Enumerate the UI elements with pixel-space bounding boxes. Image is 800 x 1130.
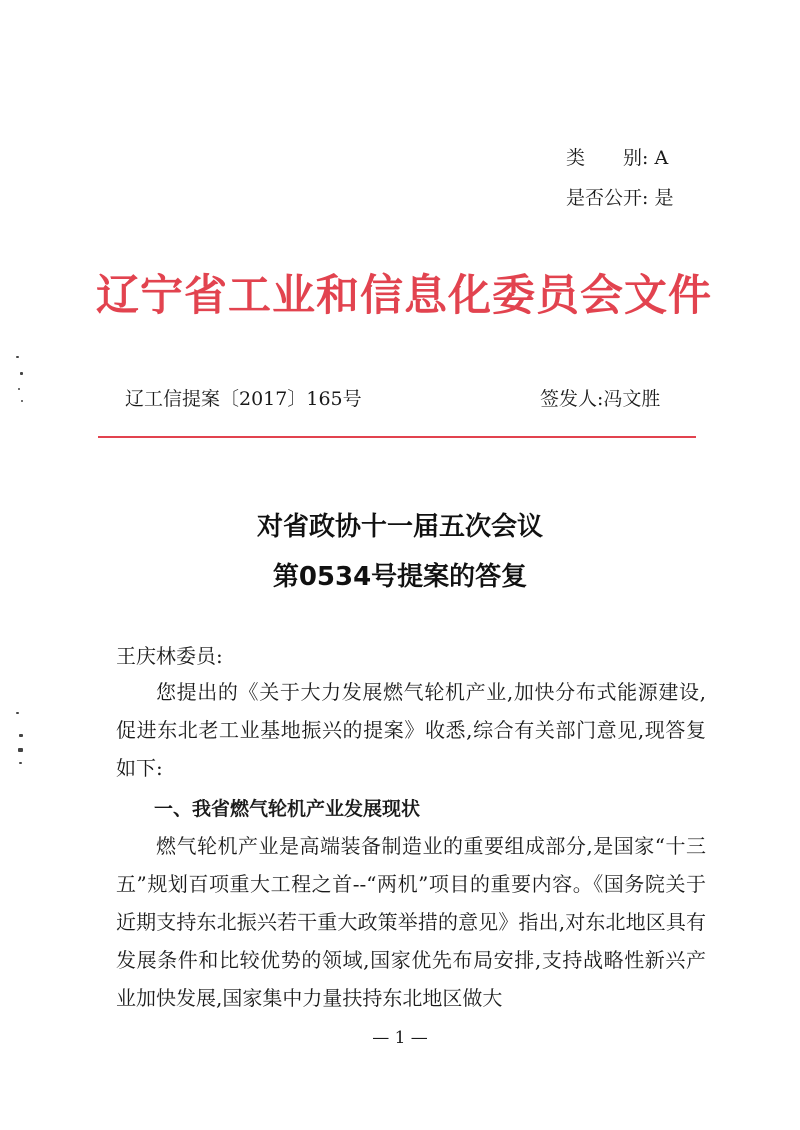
category-value: A: [654, 147, 669, 169]
public-label: 是否公开:: [566, 187, 649, 209]
issuer: 签发人:冯文胜: [540, 388, 661, 410]
red-divider: [98, 436, 696, 438]
scan-mark: [21, 400, 23, 402]
category-row: [566, 146, 668, 170]
document-number: 辽工信提案〔2017〕165号: [125, 388, 362, 410]
salutation: 王庆林委员:: [116, 644, 223, 668]
scan-mark: [18, 388, 20, 390]
section-heading: 一、我省燃气轮机产业发展现状: [154, 798, 421, 820]
body-paragraph: 燃气轮机产业是高端装备制造业的重要组成部分,是国家“十三五”规划百项重大工程之首--“两机”项目的重要内容。《国务院关于近期支持东北振兴若干重大政策举措的意见》指出,对东北地区具有发展条件和比较优势的领域,国家优先布局安排,支持战略性新兴产业加快发展,国家集中力量扶持东北地区做大: [116, 834, 706, 1010]
body-paragraph: 您提出的《关于大力发展燃气轮机产业,加快分布式能源建设,促进东北老工业基地振兴的提案》收悉,综合有关部门意见,现答复如下:: [116, 680, 706, 780]
document-title-line1: 对省政协十一届五次会议: [256, 512, 543, 542]
public-row: [566, 186, 673, 210]
page-number: — 1 —: [372, 1028, 428, 1048]
scan-mark: [16, 712, 19, 714]
scan-mark: [18, 748, 23, 752]
document-title-line2: 第0534号提案的答复: [272, 562, 528, 592]
scan-mark: [19, 734, 23, 737]
masthead: 辽宁省工业和信息化委员会文件: [96, 271, 712, 321]
scan-mark: [16, 356, 19, 358]
scan-mark: [20, 372, 23, 375]
public-value: 是: [654, 187, 674, 209]
scan-mark: [19, 762, 22, 764]
category-label: 类 别:: [566, 147, 649, 169]
